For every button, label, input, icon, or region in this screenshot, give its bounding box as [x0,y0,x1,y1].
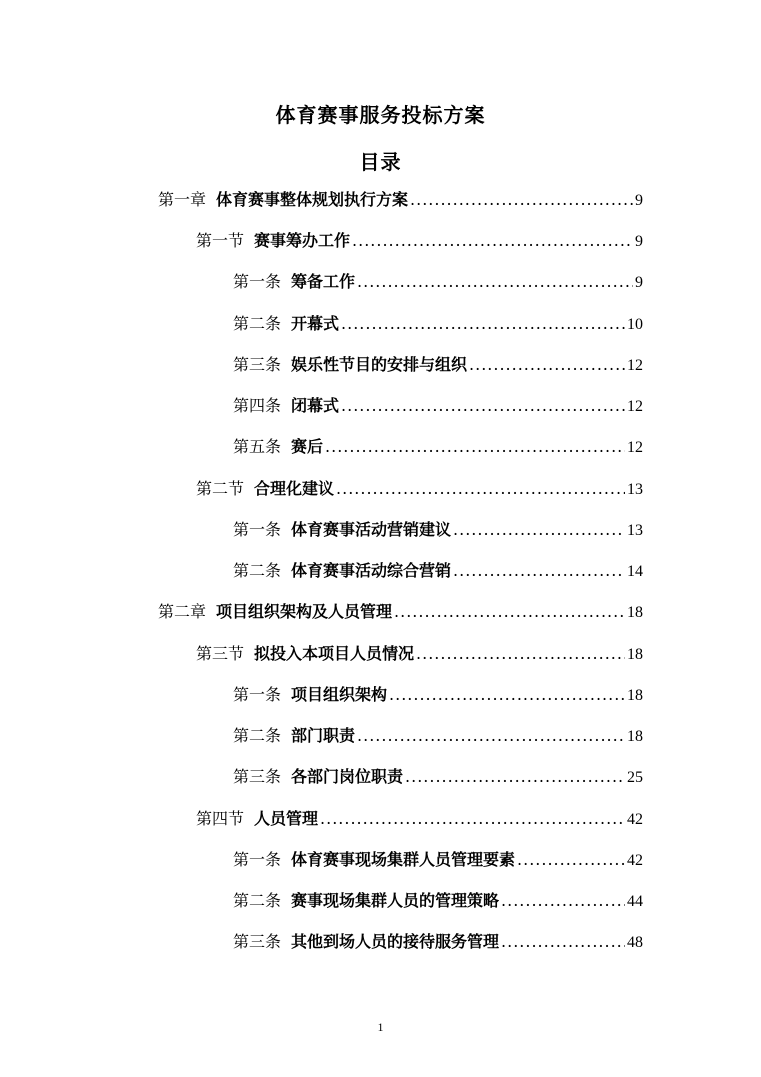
toc-entry-page: 12 [627,357,643,374]
toc-entry-page: 9 [635,233,643,250]
toc-entry[interactable] [233,888,643,914]
toc-entry[interactable] [233,764,643,790]
toc-entry[interactable] [233,393,643,419]
dot-leader [410,187,633,213]
toc-entry-title: 部门职责 [291,726,356,745]
toc-entry[interactable] [233,517,643,543]
toc-entry-number: 第二条 [233,891,282,910]
toc-entry-number: 第二条 [233,314,282,333]
toc-entry-title: 赛事筹办工作 [254,231,351,250]
toc-entry-number: 第一条 [233,850,282,869]
toc-entry-title: 各部门岗位职责 [291,767,404,786]
page-number: 1 [377,1020,384,1034]
dot-leader [341,393,625,419]
toc-entry-page: 14 [627,563,643,580]
dot-leader [320,806,625,832]
toc-entry-number: 第四条 [233,396,282,415]
toc-entry-title: 体育赛事整体规划执行方案 [216,190,409,209]
toc-entry[interactable] [233,269,643,295]
toc-entry-title: 赛后 [291,437,324,456]
toc-entry-title: 体育赛事现场集群人员管理要素 [291,850,516,869]
toc-entry-number: 第一条 [233,685,282,704]
dot-leader [501,929,625,955]
dot-leader [325,434,625,460]
toc-entry-number: 第三条 [233,767,282,786]
toc-entry-number: 第二条 [233,726,282,745]
toc-entry[interactable] [196,806,643,832]
toc-entry-number: 第三条 [233,355,282,374]
toc-heading: 目录 [359,150,402,174]
toc-entry-title: 闭幕式 [291,396,340,415]
toc-entry-page: 18 [627,646,643,663]
dot-leader [357,723,625,749]
dot-leader [453,517,625,543]
toc-entry-title: 其他到场人员的接待服务管理 [291,932,500,951]
toc-entry-title: 体育赛事活动营销建议 [291,520,452,539]
toc-entry[interactable] [233,434,643,460]
toc-entry-number: 第一条 [233,272,282,291]
toc-entry-number: 第四节 [196,809,245,828]
dot-leader [405,764,625,790]
dot-leader [357,269,633,295]
toc-entry-page: 25 [627,769,643,786]
dot-leader [352,228,633,254]
toc-entry[interactable] [233,929,643,955]
toc-entry-page: 13 [627,481,643,498]
toc-entry-title: 项目组织架构 [291,685,388,704]
toc-entry-number: 第二节 [196,479,245,498]
toc-entry-page: 12 [627,398,643,415]
toc-entry-title: 合理化建议 [254,479,335,498]
toc-entry[interactable] [233,558,643,584]
toc-entry-page: 18 [627,604,643,621]
toc-entry-page: 42 [627,811,643,828]
toc-entry-title: 赛事现场集群人员的管理策略 [291,891,500,910]
toc-entry-number: 第一章 [158,190,207,209]
toc-entry[interactable] [158,187,643,213]
toc-entry[interactable] [233,723,643,749]
toc-entry-page: 44 [627,893,643,910]
toc-entry[interactable] [233,352,643,378]
toc-entry-number: 第五条 [233,437,282,456]
toc-entry-title: 筹备工作 [291,272,356,291]
toc-entry[interactable] [196,228,643,254]
dot-leader [394,599,625,625]
toc-entry[interactable] [196,476,643,502]
toc-entry-page: 13 [627,522,643,539]
dot-leader [389,682,625,708]
document-title: 体育赛事服务投标方案 [275,103,486,127]
toc-entry-number: 第一节 [196,231,245,250]
toc-entry-page: 9 [635,192,643,209]
toc-entry-page: 9 [635,274,643,291]
dot-leader [416,641,625,667]
toc-entry-page: 18 [627,728,643,745]
toc-entry-title: 开幕式 [291,314,340,333]
toc-entry-title: 娱乐性节目的安排与组织 [291,355,468,374]
toc-entry-number: 第三条 [233,932,282,951]
toc-entry-title: 拟投入本项目人员情况 [254,644,415,663]
toc-entry-page: 42 [627,852,643,869]
toc-entry-number: 第一条 [233,520,282,539]
dot-leader [336,476,625,502]
toc-entry-page: 48 [627,934,643,951]
toc-entry-number: 第三节 [196,644,245,663]
dot-leader [341,311,625,337]
toc-entry[interactable] [233,311,643,337]
dot-leader [501,888,625,914]
toc-entry[interactable] [196,641,643,667]
toc-entry[interactable] [158,599,643,625]
dot-leader [517,847,625,873]
toc-entry-title: 体育赛事活动综合营销 [291,561,452,580]
toc-entry-page: 10 [627,316,643,333]
toc-entry-page: 18 [627,687,643,704]
toc-entry-number: 第二条 [233,561,282,580]
toc-entry-page: 12 [627,439,643,456]
toc-entry[interactable] [233,682,643,708]
toc-entry-title: 项目组织架构及人员管理 [216,602,393,621]
toc-entry-title: 人员管理 [254,809,319,828]
toc-entry[interactable] [233,847,643,873]
dot-leader [469,352,625,378]
dot-leader [453,558,625,584]
toc-entry-number: 第二章 [158,602,207,621]
